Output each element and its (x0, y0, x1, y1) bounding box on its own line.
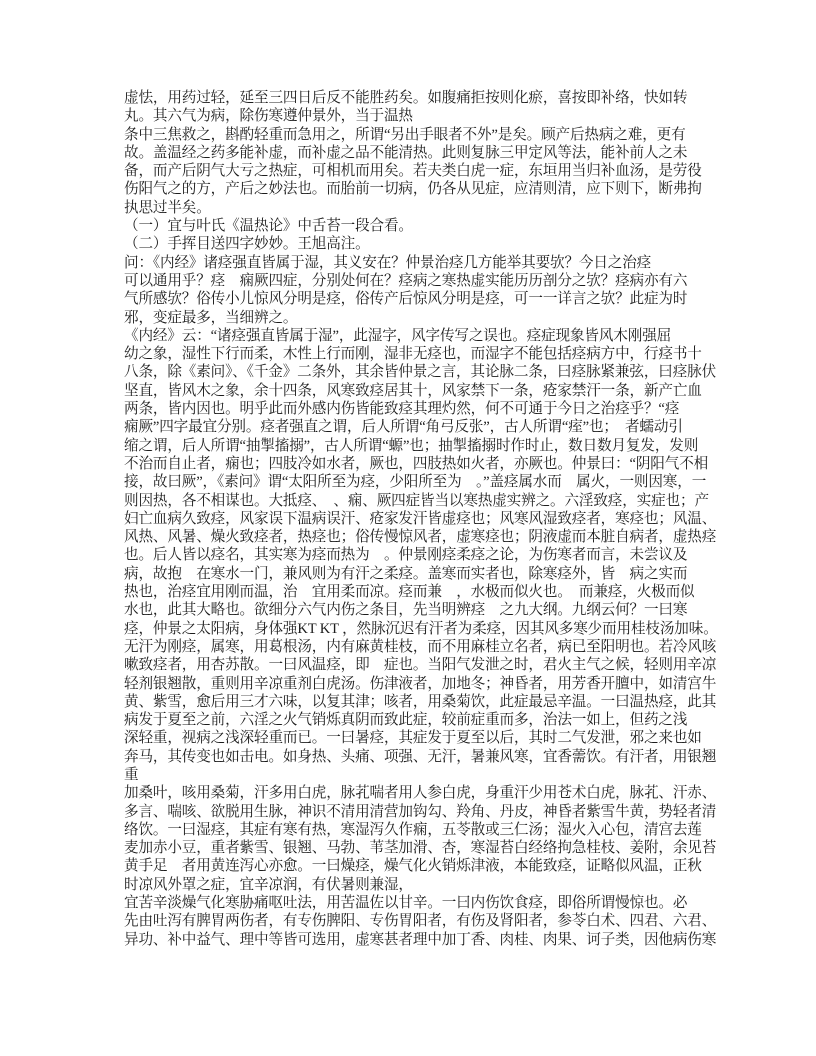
text-line: 气所感欤？俗传小儿惊风分明是痉，俗传产后惊风分明是痉，可一一详言之欤？此症为时 (124, 291, 688, 308)
text-line: 痉，仲景之太阳病，身体强KT KT ，然脉沉迟有汗者为柔痉，因其风多寒少而用桂枝汤加味。 (124, 620, 718, 637)
text-line: 妇亡血病久致痉，风家误下温病误汗、疮家发汗皆虚痉也；风寒风湿致痉者，寒痉也；风温、 (124, 510, 717, 527)
text-line: 水也，此其大略也。欲细分六气内伤之条目，先当明辨痉 之九大纲。九纲云何？一曰寒 (124, 602, 688, 619)
text-line: 深轻重，视病之浅深轻重而已。一曰暑痉，其症发于夏至以后，其时二气发泄，邪之来也如 (124, 730, 702, 747)
text-line: （一）宜与叶氏《温热论》中舌苔一段合看。 (124, 218, 413, 235)
text-line: 问：《内经》诸痉强直皆属于湿，其义安在？仲景治痉几方能举其要欤？今日之治痉 (124, 254, 652, 271)
text-line: 则因热，各不相谋也。大抵痉、 、痫、厥四症皆当以寒热虚实辨之。六淫致痉，实症也；产 (124, 492, 709, 509)
text-line: 病发于夏至之前，六淫之火气销烁真阴而致此症，较前症重而多，治法一如上，但药之浅 (124, 712, 688, 729)
text-line: 幼之象，湿性下行而柔，木性上行而刚，湿非无痉也，而湿字不能包括痉病方中，行痉书十 (124, 346, 702, 363)
text-line: 宜苦辛淡燥气化寒胁痛呕吐法，用苦温佐以甘辛。一曰内伤饮食痉，即俗所谓慢惊也。必 (124, 895, 688, 912)
text-line: 也。后人皆以痉名，其实寒为痉而热为 。仲景刚痉柔痉之论，为伤寒者而言，未尝议及 (124, 547, 688, 564)
text-line: 风热、风暑、燥火致痉者，热痉也；俗传慢惊风者，虚寒痉也；阴液虚而本脏自病者，虚热痉 (124, 529, 717, 546)
document-body (124, 89, 718, 949)
text-line: 病，故抱 在寒水一门，兼风则为有汗之柔痉。盖寒而实者也，除寒痉外，皆 病之实而 (124, 565, 688, 582)
text-line: 故。盖温经之药多能补虚，而补虚之品不能清热。此则复脉三甲定风等法，能补前人之未 (124, 144, 688, 161)
text-line: 奔马，其传变也如击电。如身热、头痛、项强、无汗，暑兼风寒，宜香薷饮。有汗者，用银翘 (124, 748, 717, 765)
text-line: 多言、喘咳、欲脱用生脉，神识不清用清营加钩勾、羚角、丹皮，神昏者紫雪牛黄，势轻者清 (124, 803, 717, 820)
text-line: 邪，变症最多，当细辨之。 (124, 309, 298, 326)
text-line: 丸。其六气为病，除伤寒遵仲景外，当于温热 (124, 108, 413, 125)
text-line: 时凉风外罩之症，宜辛凉润，有伏暑则兼湿， (124, 876, 413, 893)
text-line: 接，故曰厥”，《素问》谓“太阳所至为痉，少阳所至为 。”盖痉属水而 属火，一则因寒，一 (124, 474, 707, 491)
text-line: 备，而产后阴气大亏之热症，可相机而用矣。若夫类白虎一症，东垣用当归补血汤，是劳役 (124, 163, 702, 180)
text-line: 络饮。一曰湿痉，其症有寒有热，寒湿泻久作痫，五苓散或三仁汤；湿火入心包，清宫去莲 (124, 821, 702, 838)
text-line: 八条，除《素问》、《千金》二条外，其余皆仲景之言，其论脉二条，曰痉脉紧兼弦，曰痉脉伏 (124, 364, 717, 381)
text-line: 《内经》云：“诸痉强直皆属于湿”，此湿字，风字传写之误也。痉症现象皆风木刚强屈 (124, 327, 672, 344)
text-line: （二）手挥目送四字妙妙。王旭高注。 (124, 236, 370, 253)
text-line: 热也，治痉宜用刚而温，治 宜用柔而凉。痉而兼 ，水极而似火也。 而兼痉，火极而似 (124, 584, 695, 601)
text-line: 轻剂银翘散，重则用辛凉重剂白虎汤。伤津液者，加地冬；神昏者，用芳香开膻中，如清宫牛 (124, 675, 717, 692)
text-line: 缩之谓，后人所谓“抽掣搐搦”，古人所谓“螈”也；抽掣搐搦时作时止，数日数月复发，发则 (124, 437, 699, 454)
text-line: 执思过半矣。 (124, 199, 211, 216)
text-line: 加桑叶，咳用桑菊，汗多用白虎，脉芤喘者用人参白虎，身重汗少用苍术白虎，脉芤、汗赤、 (124, 785, 717, 802)
text-line: 两条，皆内因也。明乎此而外感内伤皆能致痉其理灼然，何不可通于今日之治痉乎？“痉 (124, 401, 680, 418)
text-line: 无汗为刚痉，属寒，用葛根汤，内有麻黄桂枝，而不用麻桂立名者，病已至阳明也。若冷风咳 (124, 638, 717, 655)
text-line: 麦加赤小豆，重者紫雪、银翘、马勃、苇茎加滑、杏，寒湿苔白经络拘急桂枝、姜附，余见苔 (124, 840, 717, 857)
text-line: 黄、紫雪，愈后用三才六味，以复其津；咳者，用桑菊饮，此症最忌辛温。一曰温热痉，此其 (124, 693, 717, 710)
text-line: 可以通用乎？痉 痫厥四症，分别处何在？痉病之寒热虚实能历历剖分之欤？痉病亦有六 (124, 272, 688, 289)
text-line: 不治而自止者，痫也；四肢冷如水者，厥也，四肢热如火者，亦厥也。仲景曰：“阴阳气不相 (124, 455, 709, 472)
text-line: 伤阳气之的方，产后之妙法也。而胎前一切病，仍各从见症，应清则清，应下则下，断弗拘 (124, 181, 702, 198)
text-line: 重 (124, 766, 139, 783)
text-line: 虚怯，用药过轻，延至三四日后反不能胜药矣。如腹痛拒按则化瘀，喜按即补络，快如转 (124, 90, 688, 106)
text-line: 坚直，皆风木之象，余十四条，风寒致痉居其十，风家禁下一条，疮家禁汗一条，新产亡血 (124, 382, 702, 399)
text-line: 先由吐泻有脾胃两伤者，有专伤脾阳、专伤胃阳者，有伤及肾阳者，参苓白术、四君、六君、 (124, 913, 717, 930)
text-line: 嗽致痉者，用杏苏散。一曰风温痉，即 症也。当阳气发泄之时，君火主气之候，轻则用辛凉 (124, 657, 717, 674)
text-line: 痫厥”四字最宜分别。痉者强直之谓，后人所谓“角弓反张”，古人所谓“痓”也； 者蠕动引 (124, 419, 683, 436)
text-line: 黄手足 者用黄连泻心亦愈。一曰燥痉，燥气化火销烁津液，本能致痉，证略似风温，正秋 (124, 858, 702, 875)
text-line: 异功、补中益气、理中等皆可选用，虚寒甚者理中加丁香、肉桂、肉果、诃子类，因他病伤寒 (124, 931, 717, 948)
text-line: 条中三焦救之，斟酌轻重而急用之，所谓“另出手眼者不外”是矣。顾产后热病之难，更有 (124, 126, 686, 143)
